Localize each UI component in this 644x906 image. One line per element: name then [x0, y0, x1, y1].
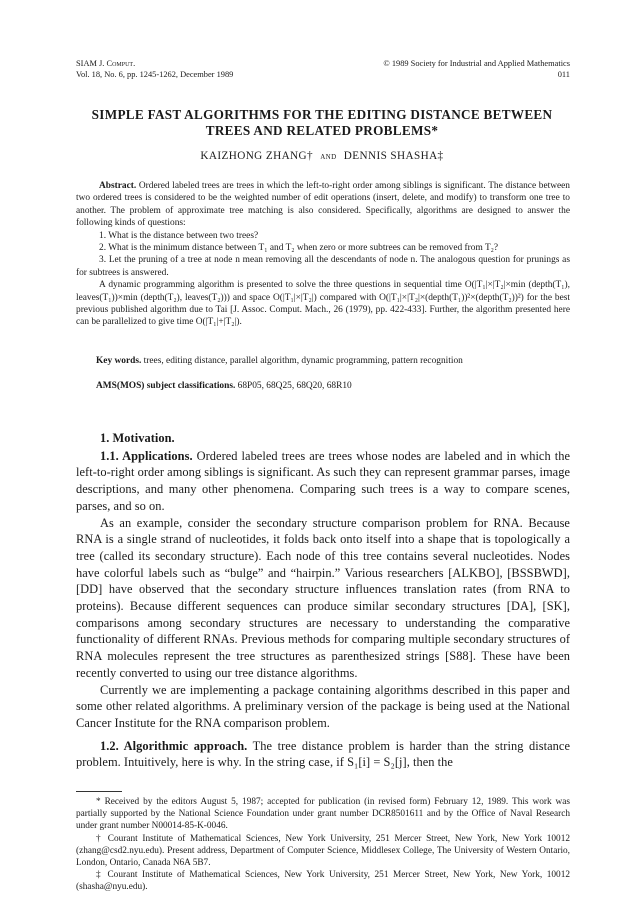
abstract-paragraph-2: A dynamic programming algorithm is presented to solve the three questions in sequential time O(|T₁|×|T₂|×min (depth(T₁), leaves(T₁))×min (depth(T₂), leaves(T₂))) and space O(|T₁|×|T₂|) compared with O(|T₁|×|T₂|×(depth(T₁))²×(depth(T₂))²) for the best previous published algorithm due to Tai [J. Assoc. Comput. Mach., 26 (1979), pp. 422-433]. Further, the algorithm presented here can be parallelized to give time O(|T₁|+|T₂|).	[76, 280, 570, 328]
body-text	[76, 430, 570, 771]
abstract	[76, 180, 570, 329]
ams-text: 68P05, 68Q25, 68Q20, 68R10	[237, 381, 352, 391]
keywords-text: trees, editing distance, parallel algorithm, dynamic programming, pattern recognition	[143, 356, 463, 366]
volume-info: Vol. 18, No. 6, pp. 1245-1262, December 1989	[76, 70, 234, 79]
footnote-received: * Received by the editors August 5, 1987; accepted for publication (in revised form) February 12, 1989. This work was partially supported by the National Science Foundation under grant number DCR8501611 and by the Office of Naval Research under grant number N00014-85-K-0046.	[76, 797, 570, 832]
subsection-1-1-text: Ordered labeled trees are trees whose nodes are labeled and in which the left-to-right order among siblings is significant. As such they can represent grammar parses, image descriptions, and many other phenomena. Comparing such trees is a way to compare scenes, parses, and so on.	[76, 448, 570, 513]
subsection-1-1-heading: 1.1. Applications.	[100, 448, 193, 463]
subsection-1-2-text: The tree distance problem is harder than the string distance problem. Intuitively, here is why. In the string case, if S₁[i] = S₂[j], then the	[76, 738, 570, 770]
footnote-rule	[76, 791, 122, 792]
abstract-text: Ordered labeled trees are trees in which the left-to-right order among siblings is significant. The distance between two ordered trees is considered to be the weighted number of edit operations (insert, delete, and modify) to transform one tree to another. The problem of approximate tree matching is also considered. Specifically, algorithms are designed to answer the following kinds of questions:	[76, 181, 570, 229]
subsection-1-1	[76, 448, 570, 515]
footnote-author-1: † Courant Institute of Mathematical Sciences, New York University, 251 Mercer Street, New York, New York 10012 (zhang@csd2.nyu.edu). Present address, Department of Computer Science, Middlesex College, The University of Western Ontario, London, Ontario, Canada N6A 5B7.	[76, 833, 570, 869]
ams-label: AMS(MOS) subject classifications.	[96, 381, 236, 391]
section-heading: 1. Motivation.	[100, 431, 175, 445]
footnote-author-2: ‡ Courant Institute of Mathematical Sciences, New York University, 251 Mercer Street, New York, New York, 10012 (shasha@nyu.edu).	[76, 870, 570, 893]
author-2: DENNIS SHASHA‡	[343, 150, 444, 162]
article-number: 011	[557, 70, 570, 79]
abstract-question-1: 1. What is the distance between two trees?	[99, 230, 259, 241]
abstract-question-3: 3. Let the pruning of a tree at node n mean removing all the descendants of node n. The analogous question for prunings as for subtrees is answered.	[76, 255, 570, 278]
author-list	[60, 150, 584, 162]
author-1: KAIZHONG ZHANG†	[200, 150, 313, 162]
subsection-1-2	[76, 738, 570, 771]
keywords	[96, 355, 570, 367]
body-paragraph-rna: As an example, consider the secondary structure comparison problem for RNA. Because RNA is a single strand of nucleotides, it folds back onto itself into a shape that is topologically a tree (called its secondary structure). Each node of this tree contains several nucleotides. Nodes have colorful labels such as “bulge” and “hairpin.” Various researchers [ALKBO], [BSSBWD], [DD] have observed that the secondary structure influences translation rates (from RNA to proteins). Because different sequences can produce similar secondary structures [DA], [SK], comparisons among secondary structures are necessary to understanding the comparative functionality of different RNAs. Previous methods for comparing multiple secondary structures of RNA molecules represent the tree structures as parenthesized strings [S88]. These have been recently converted to using our tree distance algorithms.	[76, 515, 570, 680]
title-line-1: SIMPLE FAST ALGORITHMS FOR THE EDITING DISTANCE BETWEEN	[91, 107, 553, 122]
body-paragraph-package: Currently we are implementing a package containing algorithms described in this paper and some other related algorithms. A preliminary version of the package is being used at the National Cancer Institute for the RNA comparison problem.	[76, 682, 570, 730]
abstract-paragraph-1	[76, 180, 570, 230]
ams-classifications	[96, 380, 570, 392]
paper-title	[60, 107, 584, 139]
keywords-label: Key words.	[96, 356, 142, 366]
title-line-2: TREES AND RELATED PROBLEMS*	[205, 123, 439, 138]
author-conjunction: and	[320, 151, 337, 162]
journal-name: SIAM J. Comput.	[76, 59, 136, 68]
copyright-notice: © 1989 Society for Industrial and Applied Mathematics	[383, 59, 570, 68]
abstract-label: Abstract.	[99, 181, 137, 191]
footnotes	[76, 796, 570, 894]
abstract-question-2: 2. What is the minimum distance between T₁ and T₂ when zero or more subtrees can be removed from T₂?	[99, 243, 499, 254]
subsection-1-2-heading: 1.2. Algorithmic approach.	[100, 738, 248, 753]
